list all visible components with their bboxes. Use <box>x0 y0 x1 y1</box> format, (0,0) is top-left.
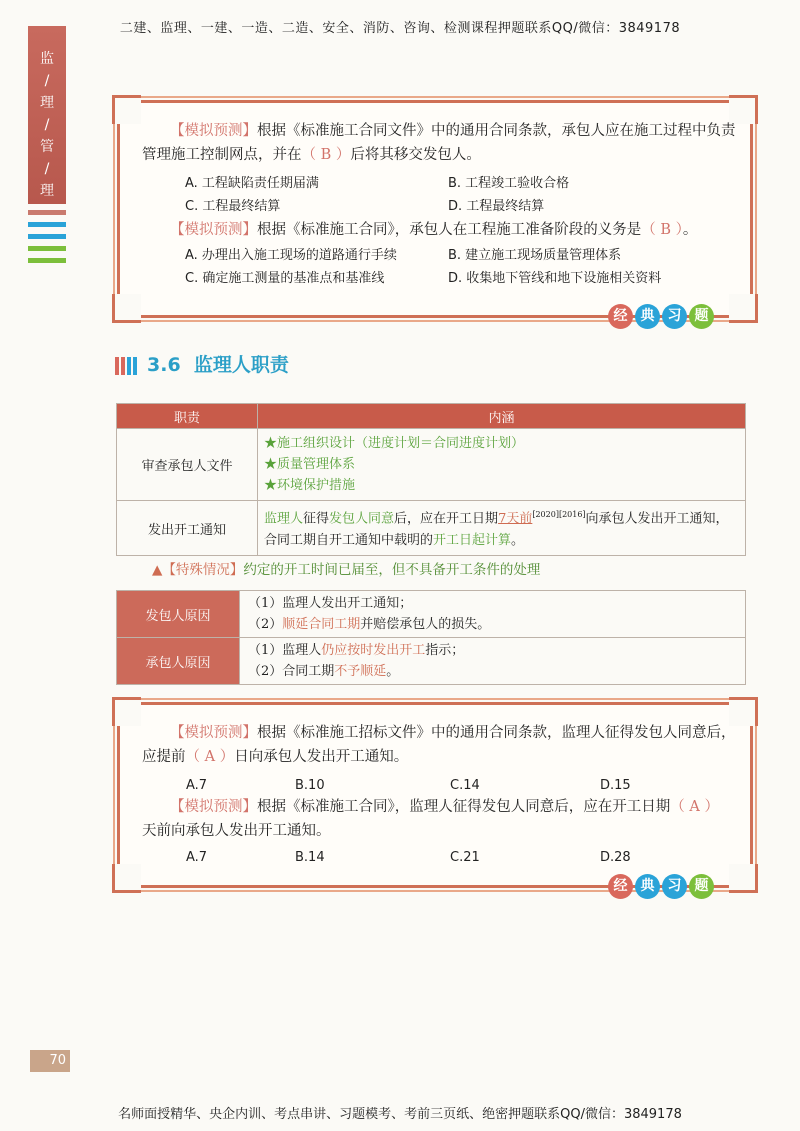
list-item <box>248 614 737 635</box>
highlight-text: 顺延合同工期 <box>282 617 361 632</box>
body-text: （1）监理人 <box>248 643 322 658</box>
option: C.21 <box>450 850 480 865</box>
side-tab-char: 理 <box>40 95 54 111</box>
side-color-bar <box>28 222 66 227</box>
list-item: ★环境保护措施 <box>264 478 356 493</box>
body-text: 后，应在开工日期 <box>394 511 499 527</box>
side-tab-char: 监 <box>40 51 54 67</box>
option: A.7 <box>186 850 208 865</box>
body-text: 征得 <box>303 511 330 527</box>
question-text: 根据《标准施工合同》，承包人在工程施工准备阶段的义务是 <box>257 222 642 238</box>
question-text: 根据《标准施工合同文件》中的通用合同条款，承包人应在施工过程中负责 <box>257 123 736 139</box>
special-case-note <box>152 558 540 578</box>
answer-mark: （ A ） <box>185 749 235 765</box>
table-row <box>117 591 746 638</box>
highlight-text: 7天前 <box>498 511 533 527</box>
option: C.14 <box>450 778 480 793</box>
list-item: （1）监理人发出开工通知； <box>248 596 413 611</box>
highlight-text: 不予顺延 <box>334 664 387 679</box>
side-tab-char: 理 <box>40 183 54 199</box>
section-bars-icon <box>115 355 139 377</box>
question-text: 应提前 <box>142 749 186 765</box>
side-tab-char: 管 <box>40 139 54 155</box>
year-tag: [2020][2016] <box>532 510 586 519</box>
option: B.14 <box>295 850 325 865</box>
option: A. 工程缺陷责任期届满 <box>185 176 319 191</box>
option: D.28 <box>600 850 631 865</box>
special-case-table <box>116 590 746 685</box>
question-tag: 【模拟预测】 <box>170 799 257 815</box>
question-2 <box>170 218 750 242</box>
question-4 <box>142 795 742 843</box>
reason-label: 承包人原因 <box>117 638 240 685</box>
special-tag: 【特殊情况】 <box>162 562 244 578</box>
body-text: 向承包人发出开工通知，合同工期自开工通知中载明的 <box>264 511 729 549</box>
table-row <box>117 638 746 685</box>
option: B. 建立施工现场质量管理体系 <box>448 248 622 263</box>
body-text: （2）合同工期 <box>248 664 335 679</box>
badge-char: 经 <box>608 874 633 899</box>
body-text: 。 <box>511 533 525 549</box>
highlight-text: 监理人 <box>264 511 304 527</box>
triangle-icon: ▲ <box>152 562 163 578</box>
question-text: 根据《标准施工合同》，监理人征得发包人同意后，应在开工日期 <box>257 799 671 815</box>
body-text: 并赔偿承包人的损失。 <box>360 617 491 632</box>
duty-cell: 审查承包人文件 <box>117 429 258 501</box>
frame-corner <box>729 294 758 323</box>
list-item: ★质量管理体系 <box>264 457 356 472</box>
special-text: 约定的开工时间已届至，但不具备开工条件的处理 <box>243 562 541 578</box>
list-item <box>248 640 737 661</box>
answer-mark: （ A ） <box>670 799 719 815</box>
classic-exercise-badge <box>608 874 714 899</box>
body-text: （2） <box>248 617 283 632</box>
highlight-text: 开工日起计算 <box>433 533 512 549</box>
side-tab-char: / <box>44 161 50 177</box>
exercise-box-2 <box>117 702 753 894</box>
question-tag: 【模拟预测】 <box>170 123 257 139</box>
list-item: ★施工组织设计（进度计划＝合同进度计划） <box>264 436 525 451</box>
content-cell <box>258 429 746 501</box>
question-3 <box>142 721 742 769</box>
answer-mark: （ B ） <box>641 222 683 238</box>
option: D. 工程最终结算 <box>448 199 545 214</box>
question-tag: 【模拟预测】 <box>170 725 257 741</box>
side-color-bar <box>28 234 66 239</box>
badge-char: 题 <box>689 874 714 899</box>
answer-mark: （ B ） <box>301 147 351 163</box>
frame-corner <box>729 864 758 893</box>
side-color-bar <box>28 210 66 215</box>
body-text: 。 <box>386 664 400 679</box>
page-header: 二建、监理、一建、一造、二造、安全、消防、咨询、检测课程押题联系QQ/微信：3849178 <box>119 21 681 36</box>
table-row <box>117 429 746 501</box>
question-tag: 【模拟预测】 <box>170 222 257 238</box>
content-cell <box>258 501 746 556</box>
frame-corner <box>112 864 141 893</box>
page-number: 70 <box>30 1050 70 1072</box>
list-item <box>248 661 737 682</box>
page-footer: 名师面授精华、央企内训、考点串讲、习题模考、考前三页纸、绝密押题联系QQ/微信：3849178 <box>118 1107 682 1122</box>
side-tab-char: / <box>44 117 50 133</box>
reason-label: 发包人原因 <box>117 591 240 638</box>
side-chapter-tab <box>28 26 66 204</box>
section-heading: 监理人职责 <box>193 354 289 376</box>
frame-corner <box>112 294 141 323</box>
question-text: 天前向承包人发出开工通知。 <box>142 823 331 839</box>
option: A.7 <box>186 778 208 793</box>
duties-table <box>116 403 746 556</box>
duty-cell: 发出开工通知 <box>117 501 258 556</box>
table-row <box>117 501 746 556</box>
badge-char: 典 <box>635 874 660 899</box>
question-text: 根据《标准施工招标文件》中的通用合同条款，监理人征得发包人同意后， <box>257 725 736 741</box>
option: A. 办理出入施工现场的道路通行手续 <box>185 248 397 263</box>
badge-char: 典 <box>635 304 660 329</box>
question-text: 。 <box>682 222 698 238</box>
body-text: 指示； <box>425 643 465 658</box>
option: D. 收集地下管线和地下设施相关资料 <box>448 271 662 286</box>
table-header-cell: 职责 <box>117 404 258 429</box>
highlight-text: 仍应按时发出开工 <box>321 643 426 658</box>
badge-char: 题 <box>689 304 714 329</box>
frame-corner <box>112 697 141 726</box>
question-text: 后将其移交发包人。 <box>350 147 481 163</box>
option: C. 确定施工测量的基准点和基准线 <box>185 271 385 286</box>
frame-corner <box>112 95 141 124</box>
section-number: 3.6 <box>147 354 181 376</box>
question-text: 日向承包人发出开工通知。 <box>234 749 409 765</box>
option: B.10 <box>295 778 325 793</box>
section-title <box>115 350 289 377</box>
side-tab-char: / <box>44 73 50 89</box>
option: D.15 <box>600 778 631 793</box>
option: C. 工程最终结算 <box>185 199 281 214</box>
content-cell <box>240 591 746 638</box>
classic-exercise-badge <box>608 304 714 329</box>
question-1 <box>142 119 742 167</box>
table-header-cell: 内涵 <box>258 404 746 429</box>
badge-char: 习 <box>662 874 687 899</box>
option: B. 工程竣工验收合格 <box>448 176 570 191</box>
side-color-bar <box>28 258 66 263</box>
table-header-row <box>117 404 746 429</box>
question-text: 管理施工控制网点，并在 <box>142 147 302 163</box>
highlight-text: 发包人同意 <box>329 511 395 527</box>
exercise-box-1 <box>117 100 753 324</box>
side-color-bar <box>28 246 66 251</box>
badge-char: 经 <box>608 304 633 329</box>
badge-char: 习 <box>662 304 687 329</box>
content-cell <box>240 638 746 685</box>
